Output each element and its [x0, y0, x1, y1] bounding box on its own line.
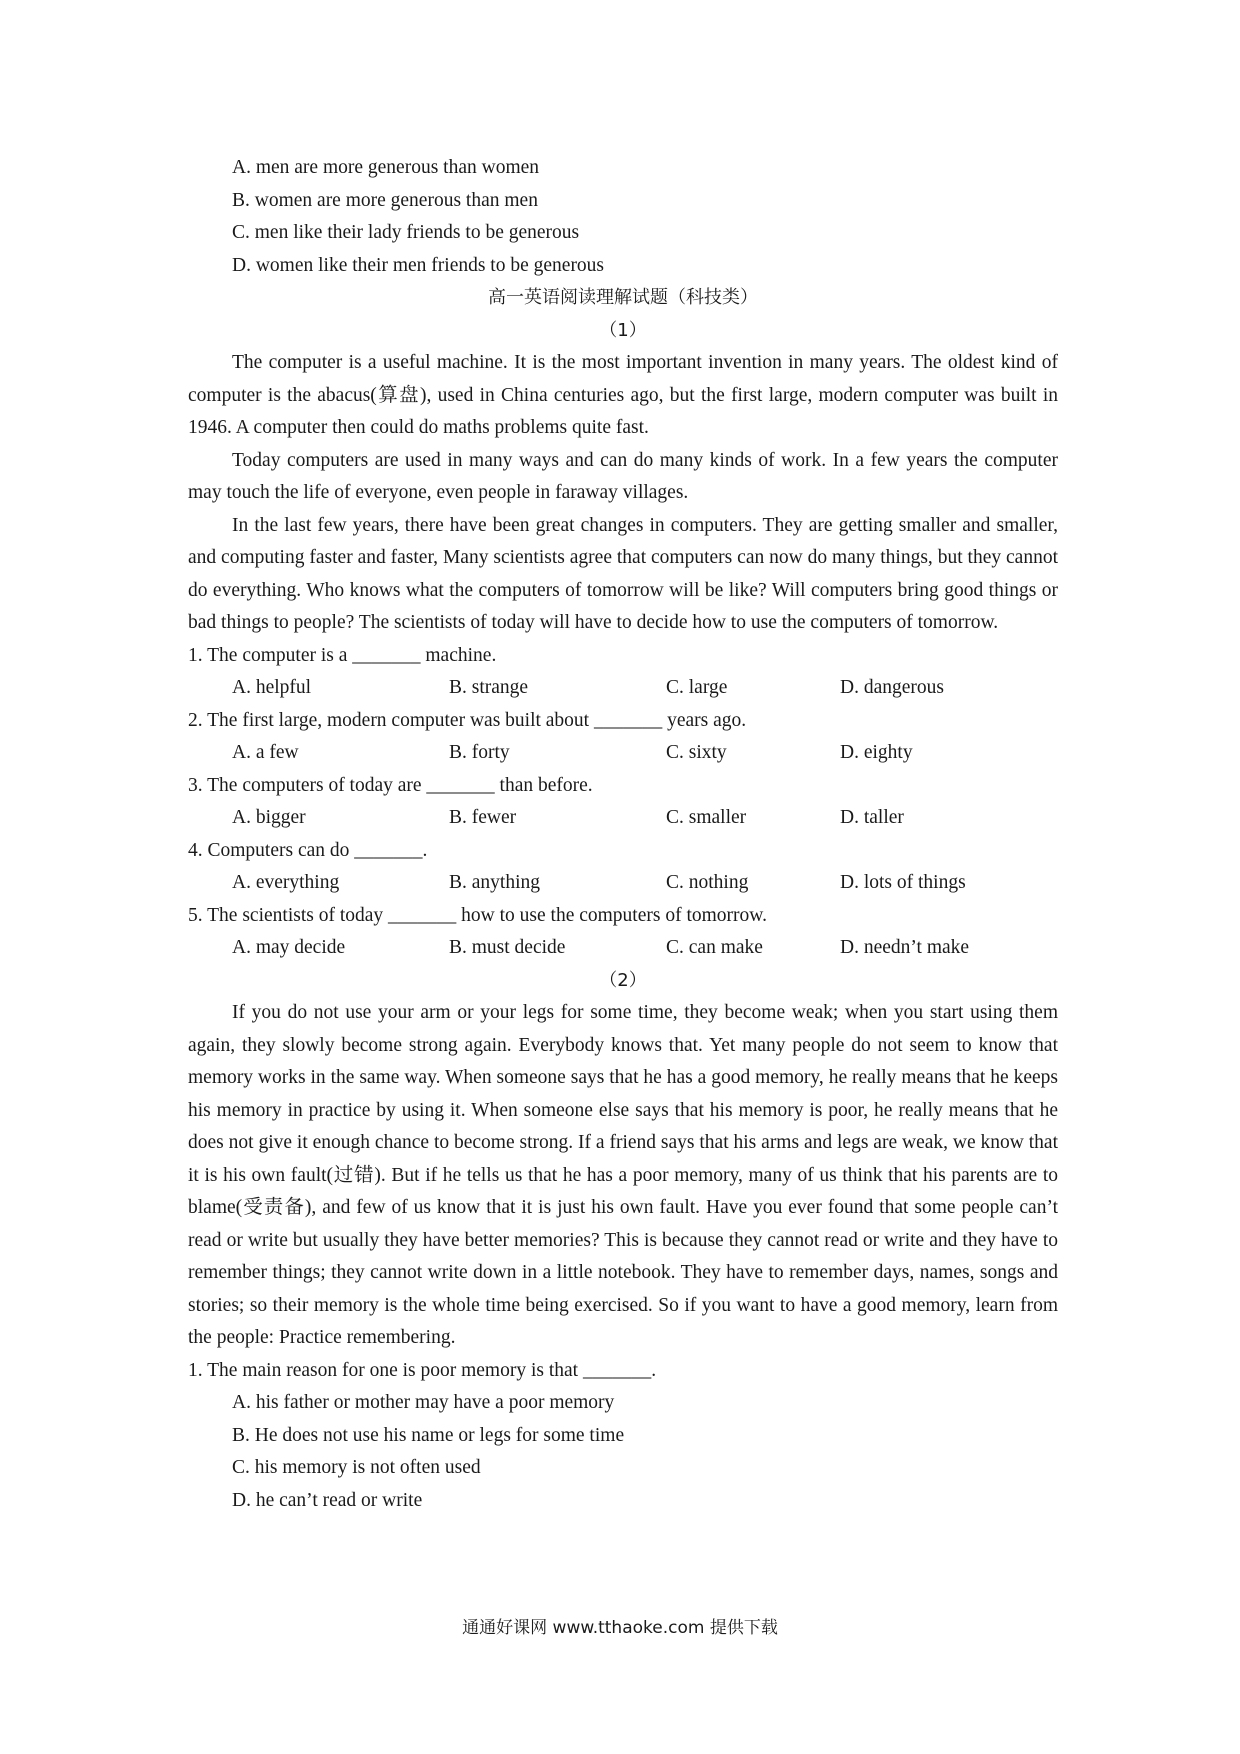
option-a: A. helpful — [232, 677, 312, 698]
option-b: B. must decide — [449, 937, 566, 958]
option-b: B. forty — [449, 742, 510, 763]
option-c: C. can make — [666, 937, 763, 958]
option-b: B. fewer — [449, 807, 517, 828]
option-d: D. eighty — [840, 742, 913, 763]
question-1-1-options — [188, 672, 1058, 705]
option-a: A. his father or mother may have a poor memory — [232, 1392, 615, 1413]
option-d: D. dangerous — [840, 677, 944, 698]
passage-2-paragraph: If you do not use your arm or your legs for some time, they become weak; when you start using them again, they slowly become strong again. Everybody knows that. Yet many people do not seem to know that memory works in the same way. When someone says that he has a good memory, he really means that he keeps his memory in practice by using it. When someone else says that his memory is poor, he really means that he does not give it enough chance to become strong. If a friend says that his arms and legs are weak, we know that it is his own fault(过错). But if he tells us that he has a poor memory, many of us think that his parents are to blame(受责备), and few of us know that it is just his own fault. Have you ever found that some people can’t read or write but usually they have better memories? This is because they cannot read or write and they have to remember things; they cannot write down in a little notebook. They have to remember days, names, songs and stories; so their memory is the whole time being exercised. So if you want to have a good memory, learn from the people: Practice remembering. — [188, 1002, 1058, 1348]
option-a: A. bigger — [232, 807, 306, 828]
option-c: C. large — [666, 677, 728, 698]
page-title: 高一英语阅读理解试题（科技类） — [488, 287, 758, 308]
option-d: D. needn’t make — [840, 937, 970, 958]
question-1-4-options — [188, 867, 1058, 900]
option-d: D. taller — [840, 807, 904, 828]
option-c: C. his memory is not often used — [232, 1457, 481, 1478]
option-c: C. nothing — [666, 872, 749, 893]
option-b: B. anything — [449, 872, 540, 893]
prev-option-b: B. women are more generous than men — [232, 189, 538, 211]
section-2-label: （2） — [599, 969, 647, 991]
option-d: D. he can’t read or write — [232, 1489, 423, 1511]
question-1-2: 2. The first large, modern computer was built about _______ years ago. — [188, 709, 747, 731]
question-1-4: 4. Computers can do _______. — [188, 839, 428, 861]
option-b: B. strange — [449, 677, 529, 698]
prev-option-d: D. women like their men friends to be generous — [232, 254, 605, 276]
question-1-5-options — [188, 932, 1058, 965]
passage-1-paragraph-3: In the last few years, there have been great changes in computers. They are getting smaller and smaller, and computing faster and faster, Many scientists agree that computers can now do many things, but they cannot do everything. Who knows what the computers of tomorrow will be like? Will computers bring good things or bad things to people? The scientists of today will have to decide how to use the computers of tomorrow. — [188, 514, 1058, 633]
prev-option-a: A. men are more generous than women — [232, 157, 540, 178]
option-c: C. smaller — [666, 807, 747, 828]
prev-option-c: C. men like their lady friends to be generous — [232, 222, 580, 243]
section-1-label: （1） — [599, 319, 647, 341]
option-c: C. sixty — [666, 742, 727, 763]
question-1-3: 3. The computers of today are _______ than before. — [188, 774, 593, 796]
option-d: D. lots of things — [840, 872, 966, 893]
page-footer: 通通好课网 www.tthaoke.com 提供下载 — [462, 1618, 778, 1638]
option-a: A. a few — [232, 742, 299, 763]
passage-1-paragraph-1: The computer is a useful machine. It is the most important invention in many years. The oldest kind of computer is the abacus(算盘), used in China centuries ago, but the first large, modern computer was built in 1946. A computer then could do maths problems quite fast. — [188, 352, 1058, 438]
question-1-2-options — [188, 737, 1058, 770]
question-2-1: 1. The main reason for one is poor memory is that _______. — [188, 1359, 657, 1381]
question-1-5: 5. The scientists of today _______ how to use the computers of tomorrow. — [188, 904, 767, 926]
question-1-3-options — [188, 802, 1058, 835]
option-a: A. everything — [232, 872, 340, 893]
exam-page — [188, 152, 1058, 1517]
passage-1-paragraph-2: Today computers are used in many ways and can do many kinds of work. In a few years the computer may touch the life of everyone, even people in faraway villages. — [188, 449, 1058, 503]
question-1-1: 1. The computer is a _______ machine. — [188, 644, 497, 666]
option-a: A. may decide — [232, 937, 346, 958]
option-b: B. He does not use his name or legs for some time — [232, 1424, 625, 1446]
